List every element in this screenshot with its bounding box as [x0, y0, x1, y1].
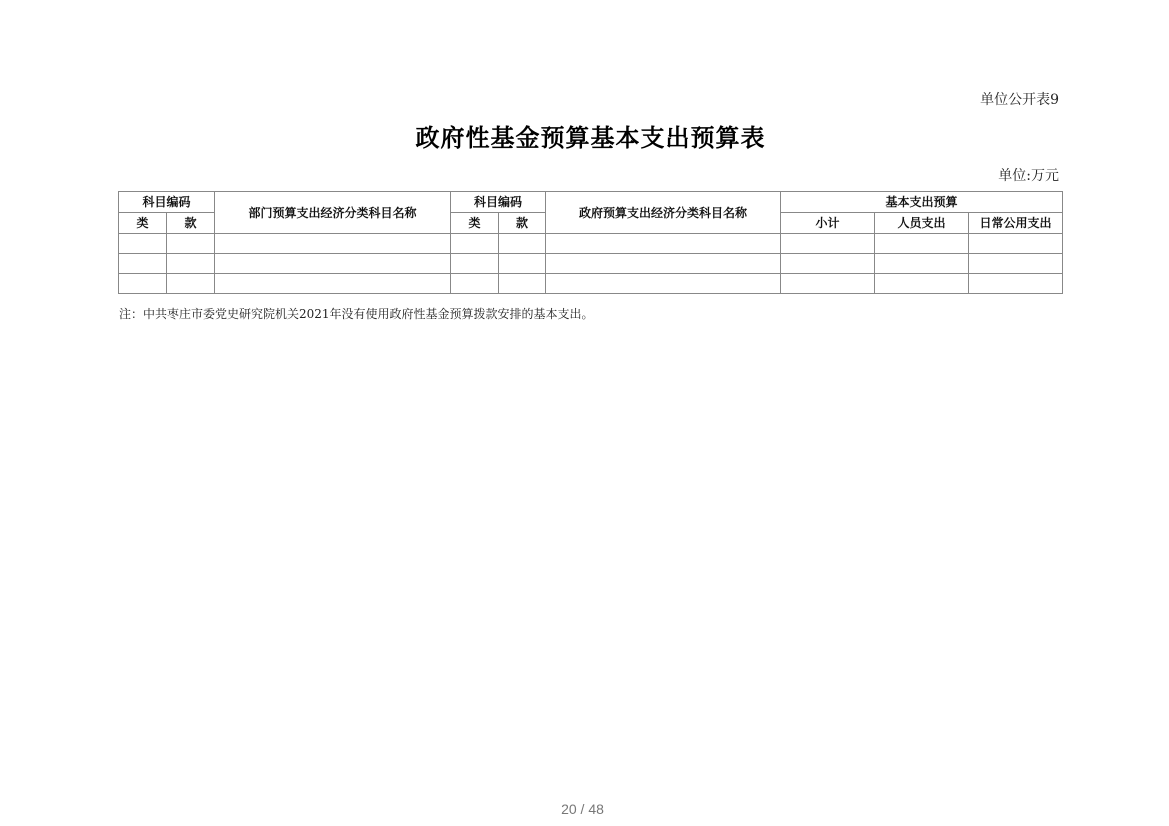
table-cell [546, 274, 781, 294]
header-subject-code-right: 科目编码 [451, 192, 546, 213]
table-cell [119, 234, 167, 254]
table-cell [499, 234, 546, 254]
page-title: 政府性基金预算基本支出预算表 [415, 123, 766, 152]
table-cell [167, 274, 215, 294]
table-cell [167, 234, 215, 254]
header-item-right: 款 [499, 213, 546, 234]
header-basic-expense: 基本支出预算 [781, 192, 1063, 213]
header-subtotal: 小计 [781, 213, 875, 234]
header-dept-econ-name: 部门预算支出经济分类科目名称 [215, 192, 451, 234]
header-item-left: 款 [167, 213, 215, 234]
table-cell [119, 254, 167, 274]
table-row [119, 234, 1063, 254]
header-category-left: 类 [119, 213, 167, 234]
header-public-use: 日常公用支出 [969, 213, 1063, 234]
table-cell [546, 254, 781, 274]
header-row-1 [119, 192, 1063, 213]
footnote: 注：中共枣庄市委党史研究院机关2021年没有使用政府性基金预算拨款安排的基本支出。 [119, 307, 594, 321]
table-row [119, 254, 1063, 274]
table-code: 单位公开表9 [980, 92, 1059, 108]
table-cell [781, 234, 875, 254]
table-body [119, 234, 1063, 294]
table-cell [875, 254, 969, 274]
table-cell [215, 234, 451, 254]
table-cell [119, 274, 167, 294]
header-personnel: 人员支出 [875, 213, 969, 234]
table-cell [781, 254, 875, 274]
table-row [119, 274, 1063, 294]
table-cell [969, 254, 1063, 274]
header-subject-code-left: 科目编码 [119, 192, 215, 213]
table-cell [499, 254, 546, 274]
table-cell [546, 234, 781, 254]
table-cell [875, 234, 969, 254]
table-cell [781, 274, 875, 294]
table-cell [451, 254, 499, 274]
table-cell [451, 234, 499, 254]
table-cell [969, 274, 1063, 294]
table-cell [451, 274, 499, 294]
budget-table [118, 191, 1063, 294]
table-cell [969, 234, 1063, 254]
unit-label: 单位:万元 [998, 168, 1059, 184]
header-category-right: 类 [451, 213, 499, 234]
page-number: 20 / 48 [561, 801, 604, 817]
table-cell [875, 274, 969, 294]
table-cell [215, 254, 451, 274]
table-cell [499, 274, 546, 294]
table-cell [215, 274, 451, 294]
table-cell [167, 254, 215, 274]
header-gov-econ-name: 政府预算支出经济分类科目名称 [546, 192, 781, 234]
